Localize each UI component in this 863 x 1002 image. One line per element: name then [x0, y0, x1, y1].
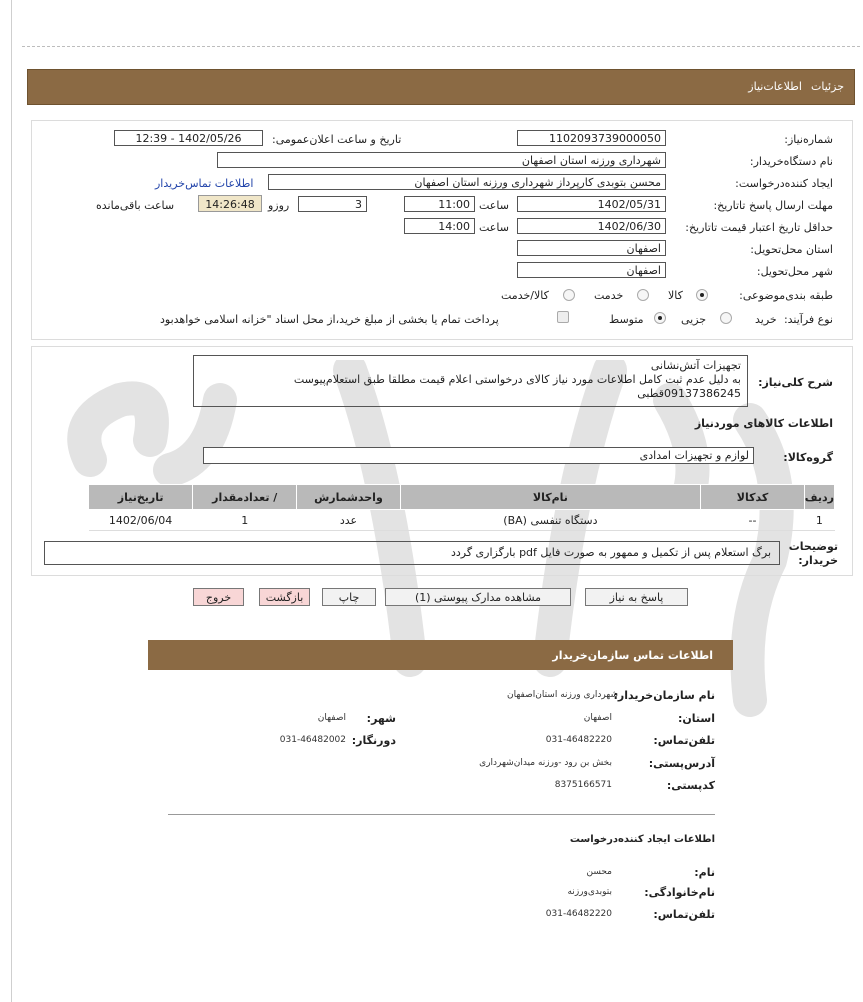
category-goods-service-label: کالا/خدمت	[501, 289, 549, 302]
view-attachments-button[interactable]: مشاهده مدارک پیوستی (1)	[385, 588, 571, 606]
city-field: اصفهان	[517, 262, 666, 278]
contact-province-label: استان:	[678, 712, 715, 725]
days-label: روزو	[268, 199, 290, 212]
days-field: 3	[298, 196, 367, 212]
category-service-label: خدمت	[594, 289, 624, 302]
creator-phone: 031-46482220	[545, 909, 612, 919]
contact-phone: 031-46482220	[545, 735, 612, 745]
contact-section-title: اطلاعات تماس سازمان‌خریدار	[552, 649, 713, 662]
process-medium-label: متوسط	[609, 313, 644, 326]
col-row: ردیف	[804, 485, 834, 510]
deadline-date-field: 1402/05/31	[517, 196, 666, 212]
col-date: تاریخ‌نیاز	[89, 485, 193, 510]
creator-phone-label: تلفن‌تماس:	[653, 908, 715, 921]
goods-group-field: لوازم و تجهیزات امدادی	[203, 447, 754, 464]
validity-hour-label: ساعت	[479, 221, 509, 234]
contact-section-header	[148, 640, 733, 670]
creator-name-label: نام:	[694, 866, 715, 879]
top-divider	[22, 46, 860, 47]
table-row	[89, 510, 835, 531]
remaining-time: 14:26:48	[198, 195, 262, 212]
contact-org: شهرداری ورزنه استان‌اصفهان	[507, 690, 618, 700]
buyer-org-field: شهرداری ورزنه استان اصفهان	[217, 152, 666, 168]
need-number-field: 1102093739000050	[517, 130, 666, 146]
contact-city-label: شهر:	[366, 712, 396, 725]
header-bar	[27, 69, 855, 105]
treasury-payment-checkbox[interactable]	[557, 311, 569, 323]
contact-divider	[168, 814, 715, 815]
category-goods-service-radio[interactable]	[563, 289, 575, 301]
contact-fax-label: دورنگار:	[351, 734, 396, 747]
goods-group-label: گروه‌کالا:	[783, 451, 833, 464]
tab-details[interactable]: جزئیات	[811, 80, 844, 93]
creator-field: محسن بتوبدی کارپرداز شهرداری ورزنه استان اصفهان	[268, 174, 666, 190]
need-number-label: شماره‌نیاز:	[784, 133, 833, 146]
summary-box	[193, 355, 748, 407]
page-left-border	[11, 0, 12, 1002]
remaining-label: ساعت باقی‌مانده	[96, 199, 175, 212]
goods-table-header	[89, 485, 835, 510]
contact-address-label: آدرس‌پستی:	[648, 757, 715, 770]
city-label: شهر محل‌تحویل:	[756, 265, 833, 278]
contact-city: اصفهان	[317, 713, 346, 723]
reply-button[interactable]: پاسخ به نیاز	[585, 588, 688, 606]
category-label: طبقه بندی‌موضوعی:	[739, 289, 833, 302]
col-name: نام‌کالا	[400, 485, 701, 510]
province-label: استان محل‌تحویل:	[750, 243, 833, 256]
buyer-notes-box: برگ استعلام پس از تکمیل و ممهور به صورت فایل pdf بارگزاری گردد	[44, 541, 780, 565]
contact-postal: 8375166571	[554, 780, 612, 790]
creator-label: ایجاد کننده‌درخواست:	[735, 177, 833, 190]
validity-date-field: 1402/06/30	[517, 218, 666, 234]
cell-code: --	[701, 510, 805, 531]
process-partial-label: جزیی	[681, 313, 707, 326]
validity-time-field: 14:00	[404, 218, 475, 234]
process-partial-radio[interactable]	[720, 312, 732, 324]
contact-postal-label: کدپستی:	[666, 779, 715, 792]
contact-phone-label: تلفن‌تماس:	[653, 734, 715, 747]
category-goods-label: کالا	[668, 289, 683, 302]
contact-province: اصفهان	[583, 713, 612, 723]
deadline-hour-label: ساعت	[479, 199, 509, 212]
announce-field: 1402/05/26 - 12:39	[114, 130, 263, 146]
creator-info-title: اطلاعات ایجاد کننده‌درخواست	[569, 834, 715, 845]
summary-line-1: تجهیزات آتش‌نشانی	[650, 359, 741, 372]
treasury-payment-note: پرداخت تمام یا بخشی از مبلغ خرید،از محل اسناد "خزانه اسلامی خواهد‌بود	[160, 313, 499, 326]
goods-section-title: اطلاعات کالاهای موردنیاز	[694, 417, 833, 430]
category-goods-radio[interactable]	[696, 289, 708, 301]
print-button[interactable]: چاپ	[322, 588, 376, 606]
tab-need-info[interactable]: اطلاعات‌نیاز	[748, 80, 802, 93]
exit-button[interactable]: خروج	[193, 588, 244, 606]
summary-line-3: 09137386245قطبی	[637, 387, 741, 400]
process-medium-radio[interactable]	[654, 312, 666, 324]
buyer-contact-link[interactable]: اطلاعات تماس‌خریدار	[155, 177, 254, 190]
cell-qty: 1	[193, 510, 297, 531]
contact-address: بخش بن رود -ورزنه میدان‌شهرداری	[479, 758, 612, 768]
category-service-radio[interactable]	[637, 289, 649, 301]
summary-label: شرح کلی‌نیاز:	[758, 376, 833, 389]
cell-row: 1	[804, 510, 834, 531]
col-unit: واحدشمارش	[297, 485, 400, 510]
deadline-time-field: 11:00	[404, 196, 475, 212]
back-button[interactable]: بازگشت	[259, 588, 310, 606]
buyer-notes-label: توضیحات خریدار:	[788, 540, 838, 567]
cell-date: 1402/06/04	[89, 510, 193, 531]
deadline-label: مهلت ارسال پاسخ تا‌تاریخ:	[713, 199, 833, 212]
cell-name: دستگاه تنفسی (BA)	[400, 510, 701, 531]
validity-label: حداقل تاریخ اعتبار قیمت تا‌تاریخ:	[685, 221, 833, 234]
announce-label: تاریخ و ساعت اعلان‌عمومی:	[272, 133, 402, 146]
summary-line-2: به دلیل عدم ثبت کامل اطلاعات مورد نیاز کالای درخواستی اعلام قیمت مطلقا طبق استعلام‌پیوست	[293, 373, 741, 386]
creator-family: بتوبدی‌ورزنه	[567, 887, 612, 897]
contact-fax: 031-46482002	[279, 735, 346, 745]
cell-unit: عدد	[297, 510, 400, 531]
col-code: کدکالا	[701, 485, 805, 510]
process-label: نوع فرآیند:	[783, 313, 833, 326]
goods-table	[88, 484, 835, 531]
col-qty: / تعدادمقدار	[193, 485, 297, 510]
process-buy-label: خرید	[755, 313, 777, 326]
contact-org-label: نام سازمان‌خریدار:	[613, 689, 715, 702]
creator-name: محسن	[586, 867, 612, 877]
province-field: اصفهان	[517, 240, 666, 256]
creator-family-label: نام‌خانوادگی:	[644, 886, 715, 899]
buyer-org-label: نام دستگاه‌خریدار:	[749, 155, 833, 168]
